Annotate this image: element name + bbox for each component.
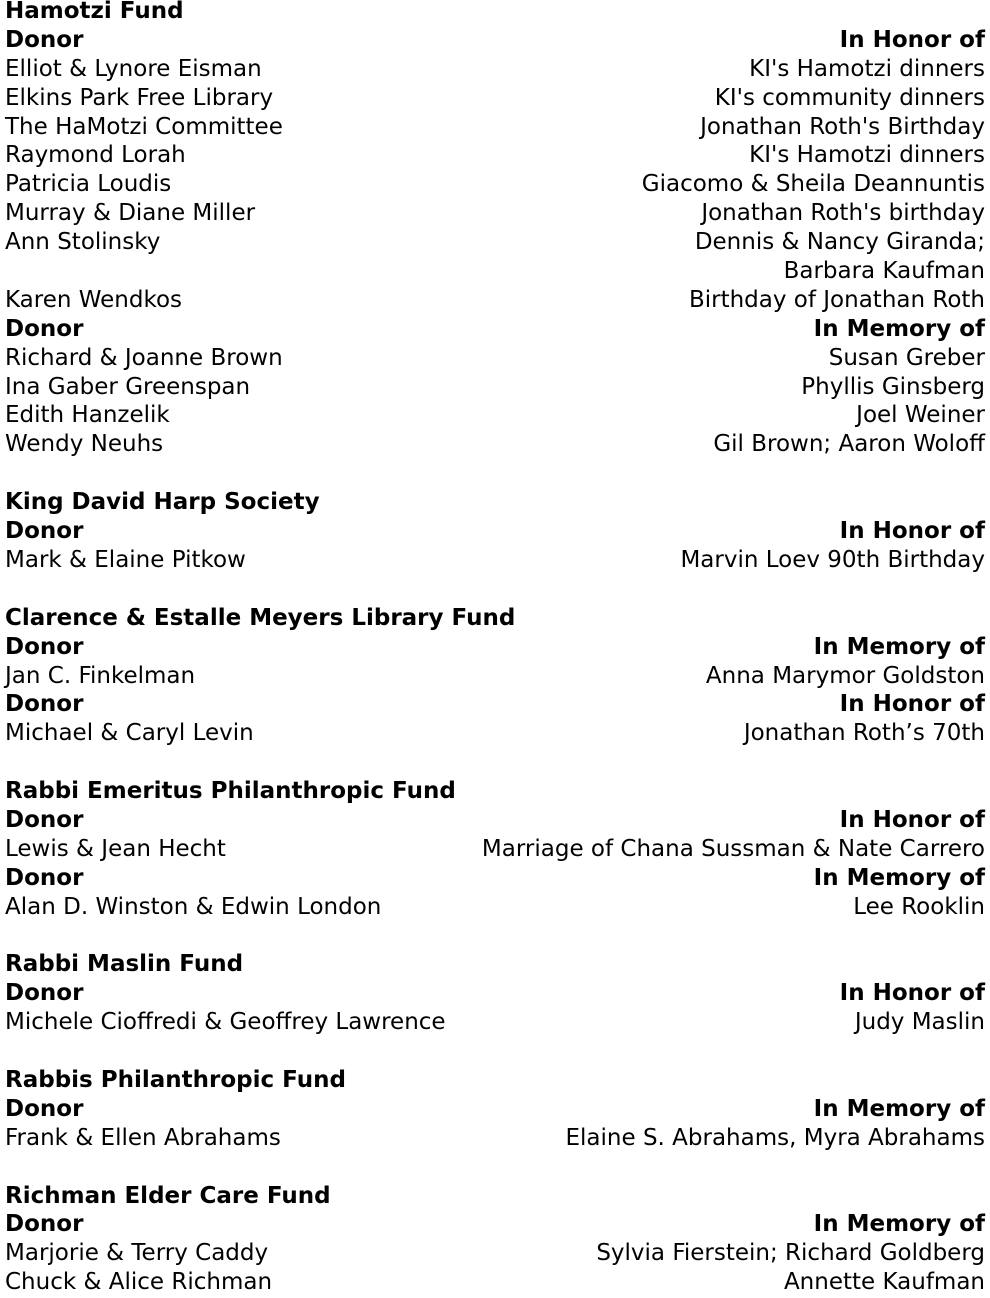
donor-name: Michael & Caryl Levin (5, 720, 254, 747)
donor-column-label: Donor (5, 806, 84, 833)
honoree-name: Marriage of Chana Sussman & Nate Carrero (481, 835, 985, 862)
fund-section (5, 0, 985, 459)
donor-column-label: Donor (5, 1095, 84, 1122)
honoree-name: Phyllis Ginsberg (801, 373, 985, 400)
donor-column-label: Donor (5, 1211, 84, 1238)
donor-column-label: Donor (5, 518, 84, 545)
donation-row (5, 55, 985, 84)
fund-section (5, 604, 985, 748)
donation-row (5, 835, 985, 864)
honoree-name: KI's community dinners (714, 84, 985, 111)
tribute-type-label: In Memory of (813, 1095, 985, 1122)
section-spacer (5, 575, 985, 604)
honoree-name: Marvin Loev 90th Birthday (680, 546, 985, 573)
donor-name: Wendy Neuhs (5, 431, 164, 458)
honoree-name: Birthday of Jonathan Roth (688, 286, 985, 313)
fund-section (5, 950, 985, 1037)
column-header-row (5, 864, 985, 893)
donor-column-label: Donor (5, 691, 84, 718)
tribute-type-label: In Memory of (813, 1211, 985, 1238)
fund-title: Rabbis Philanthropic Fund (5, 1066, 346, 1093)
donor-name: Karen Wendkos (5, 286, 183, 313)
section-spacer (5, 922, 985, 951)
section-spacer (5, 1037, 985, 1066)
donor-column-label: Donor (5, 26, 84, 53)
tribute-type-label: In Memory of (813, 864, 985, 891)
column-header-row (5, 1095, 985, 1124)
donor-name: Lewis & Jean Hecht (5, 835, 226, 862)
donor-name: Alan D. Winston & Edwin London (5, 893, 382, 920)
section-spacer (5, 1153, 985, 1182)
column-header-row (5, 690, 985, 719)
donation-row (5, 893, 985, 922)
tribute-type-label: In Honor of (839, 806, 985, 833)
donor-column-label: Donor (5, 315, 84, 342)
honoree-name: Jonathan Roth’s 70th (743, 720, 985, 747)
donor-name: Elkins Park Free Library (5, 84, 274, 111)
column-header-row (5, 315, 985, 344)
section-spacer (5, 459, 985, 488)
honoree-name: Judy Maslin (854, 1009, 985, 1036)
donation-row (5, 344, 985, 373)
column-header-row (5, 517, 985, 546)
fund-title: Richman Elder Care Fund (5, 1182, 331, 1209)
donation-row (5, 1268, 985, 1297)
donor-name: Michele Cioffredi & Geoffrey Lawrence (5, 1009, 446, 1036)
honoree-name: Jonathan Roth's birthday (701, 200, 985, 227)
donor-name: Ina Gaber Greenspan (5, 373, 251, 400)
donation-row (5, 401, 985, 430)
section-spacer (5, 748, 985, 777)
donor-name: Marjorie & Terry Caddy (5, 1240, 269, 1267)
donation-row (5, 286, 985, 315)
honoree-name: KI's Hamotzi dinners (749, 55, 985, 82)
honoree-name: Jonathan Roth's Birthday (700, 113, 985, 140)
honoree-name: Gil Brown; Aaron Woloff (713, 431, 985, 458)
donor-name: Mark & Elaine Pitkow (5, 546, 246, 573)
donation-row (5, 719, 985, 748)
donation-row (5, 1008, 985, 1037)
column-header-row (5, 633, 985, 662)
donation-row (5, 84, 985, 113)
honoree-name: Elaine S. Abrahams, Myra Abrahams (565, 1124, 985, 1151)
fund-section (5, 777, 985, 921)
honoree-name: Dennis & Nancy Giranda; Barbara Kaufman (694, 229, 985, 285)
honoree-name: Annette Kaufman (783, 1269, 985, 1296)
tribute-type-label: In Honor of (839, 26, 985, 53)
fund-title: Hamotzi Fund (5, 0, 184, 24)
fund-title: Clarence & Estalle Meyers Library Fund (5, 604, 516, 631)
donation-row (5, 141, 985, 170)
donation-row (5, 1239, 985, 1268)
honoree-name: Giacomo & Sheila Deannuntis (641, 171, 985, 198)
tribute-type-label: In Honor of (839, 980, 985, 1007)
donor-name: The HaMotzi Committee (5, 113, 283, 140)
donation-row (5, 1124, 985, 1153)
donor-name: Frank & Ellen Abrahams (5, 1124, 281, 1151)
donor-name: Patricia Loudis (5, 171, 172, 198)
donation-row (5, 199, 985, 228)
donor-name: Chuck & Alice Richman (5, 1269, 273, 1296)
column-header-row (5, 1210, 985, 1239)
tribute-type-label: In Memory of (813, 633, 985, 660)
fund-section (5, 1182, 985, 1298)
honoree-name: Lee Rooklin (853, 893, 985, 920)
honoree-name: Susan Greber (828, 344, 985, 371)
donation-row (5, 662, 985, 691)
donation-row (5, 430, 985, 459)
donation-row (5, 113, 985, 142)
honoree-name: Joel Weiner (856, 402, 985, 429)
honoree-name: Anna Marymor Goldston (705, 662, 985, 689)
donor-name: Elliot & Lynore Eisman (5, 55, 262, 82)
donor-column-label: Donor (5, 864, 84, 891)
honoree-name: Sylvia Fierstein; Richard Goldberg (596, 1240, 985, 1267)
tribute-type-label: In Honor of (839, 518, 985, 545)
tribute-type-label: In Memory of (813, 315, 985, 342)
column-header-row (5, 806, 985, 835)
fund-title: King David Harp Society (5, 489, 320, 516)
donation-row (5, 228, 985, 286)
donor-name: Edith Hanzelik (5, 402, 170, 429)
column-header-row (5, 26, 985, 55)
fund-section (5, 1066, 985, 1153)
donor-name: Murray & Diane Miller (5, 200, 256, 227)
donation-row (5, 373, 985, 402)
donor-name: Ann Stolinsky (5, 229, 161, 256)
column-header-row (5, 979, 985, 1008)
fund-section (5, 488, 985, 575)
donation-row (5, 546, 985, 575)
donor-name: Raymond Lorah (5, 142, 186, 169)
donation-row (5, 170, 985, 199)
honoree-name: KI's Hamotzi dinners (749, 142, 985, 169)
tribute-type-label: In Honor of (839, 691, 985, 718)
donor-column-label: Donor (5, 633, 84, 660)
fund-title: Rabbi Emeritus Philanthropic Fund (5, 778, 456, 805)
donor-column-label: Donor (5, 980, 84, 1007)
fund-title: Rabbi Maslin Fund (5, 951, 244, 978)
donor-name: Jan C. Finkelman (5, 662, 196, 689)
donor-name: Richard & Joanne Brown (5, 344, 283, 371)
